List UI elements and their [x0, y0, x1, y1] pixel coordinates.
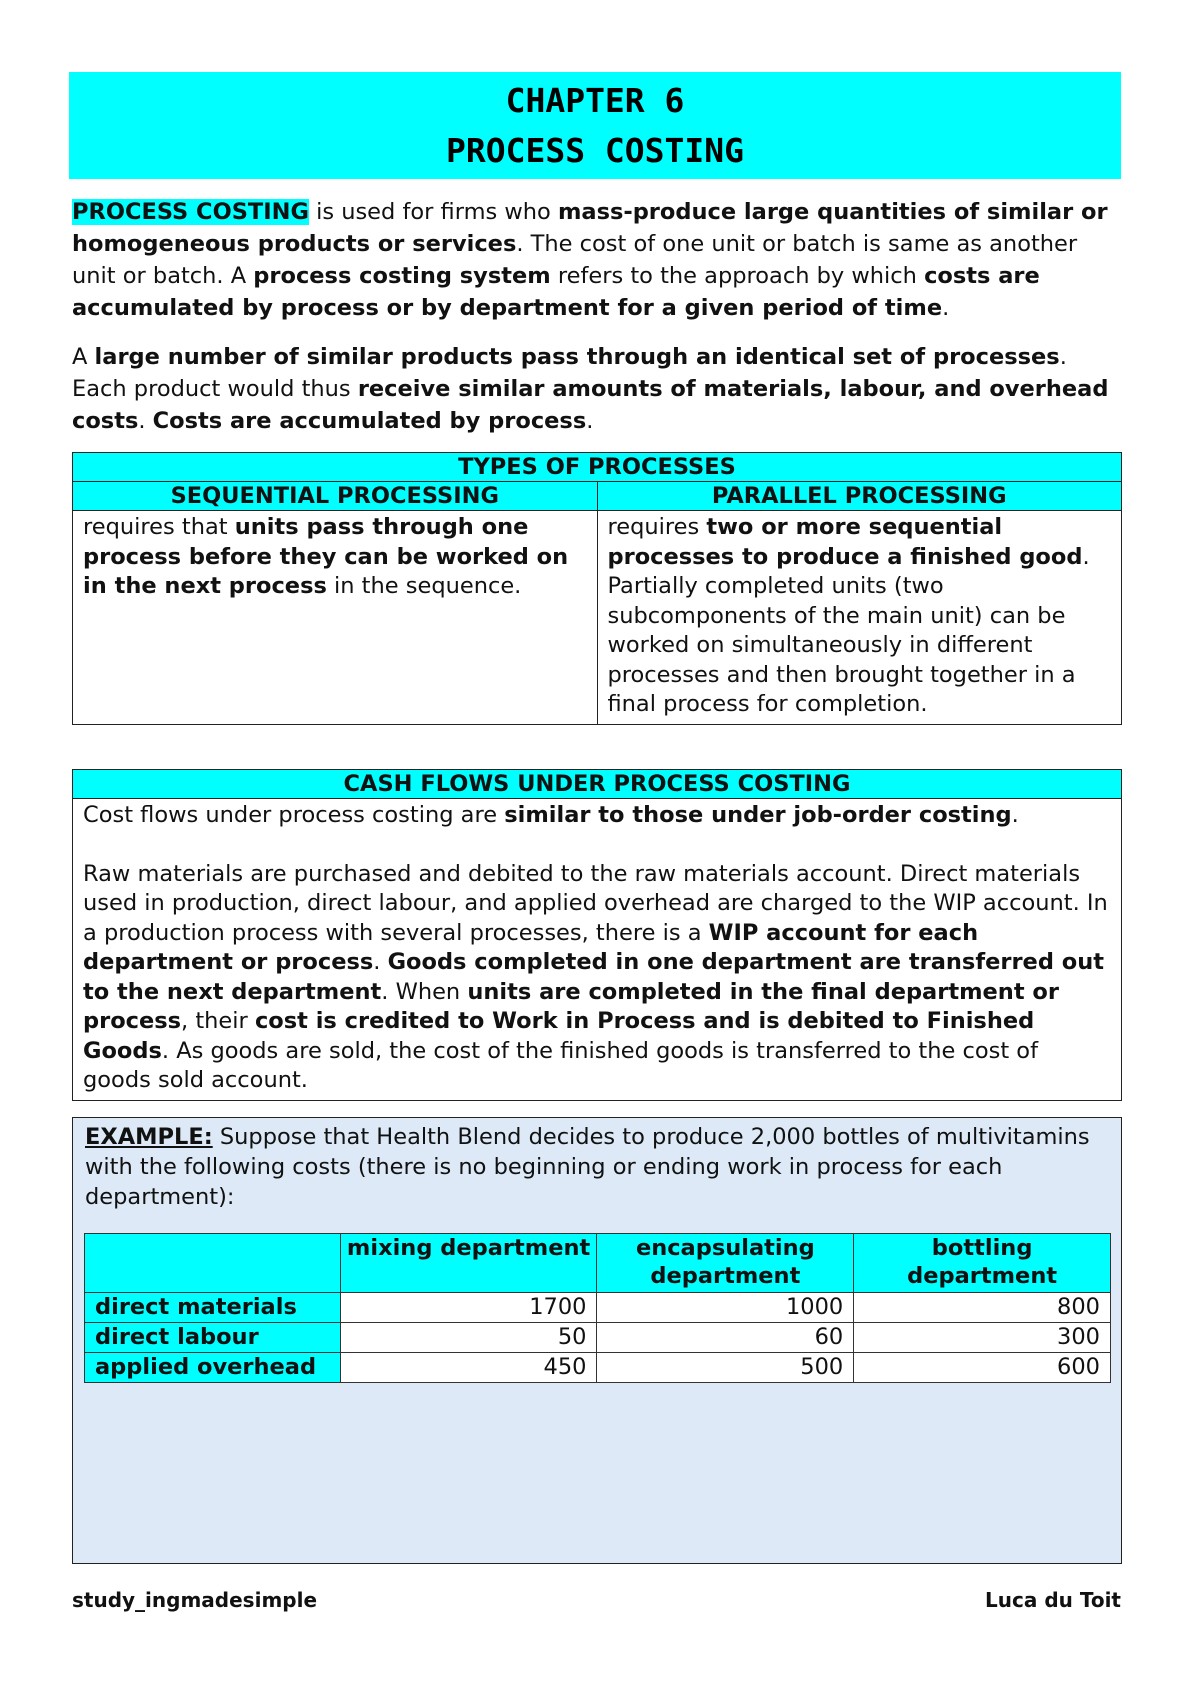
cost-value: 600 [854, 1353, 1111, 1383]
row-label: direct labour [85, 1323, 341, 1353]
parallel-heading: PARALLEL PROCESSING [597, 482, 1122, 511]
cost-table [84, 1233, 1111, 1383]
chapter-title: PROCESS COSTING [445, 131, 744, 170]
chapter-banner [69, 72, 1121, 179]
table-row [85, 1323, 1111, 1353]
example-label: EXAMPLE: [85, 1124, 213, 1150]
sequential-heading: SEQUENTIAL PROCESSING [73, 482, 598, 511]
highlighted-term: PROCESS COSTING [72, 199, 309, 225]
second-paragraph: A large number of similar products pass through an identical set of processes. Each product would thus receive similar amounts of materials, labour, and overhead costs. Costs are accumulated by process. [72, 344, 1109, 434]
cost-value: 1700 [340, 1293, 597, 1323]
cost-value: 1000 [597, 1293, 854, 1323]
chapter-number: CHAPTER 6 [505, 81, 685, 120]
footer-handle: study_ingmadesimple [72, 1588, 318, 1612]
cash-flows-paragraph-1: Cost flows under process costing are similar to those under job-order costing. [83, 802, 1019, 828]
example-box [72, 1117, 1122, 1564]
cash-flows-title: CASH FLOWS UNDER PROCESS COSTING [73, 770, 1122, 799]
example-intro: EXAMPLE: Suppose that Health Blend decides to produce 2,000 bottles of multivitamins with the following costs (there is no beginning or ending work in process for each department): [85, 1124, 1090, 1210]
cash-flows-body [73, 799, 1122, 1101]
cost-value: 450 [340, 1353, 597, 1383]
intro-paragraph: PROCESS COSTING is used for firms who mass-produce large quantities of similar or homogeneous products or services. The cost of one unit or batch is same as another unit or batch. A process costing system refers to the approach by which costs are accumulated by process or by department for a given period of time. [72, 199, 1108, 321]
cost-value: 500 [597, 1353, 854, 1383]
table-row [85, 1353, 1111, 1383]
cost-table-corner [85, 1234, 341, 1293]
cash-flows-paragraph-2: Raw materials are purchased and debited to the raw materials account. Direct materials used in production, direct labour, and applied overhead are charged to the WIP account. In a production process with several processes, there is a WIP account for each department or process. Goods completed in one department are transferred out to the next department. When units are completed in the final department or process, their cost is credited to Work in Process and is debited to Finished Goods. As goods are sold, the cost of the finished goods is transferred to the cost of goods sold account. [83, 860, 1108, 1093]
column-header: encapsulating department [597, 1234, 854, 1293]
row-label: applied overhead [85, 1353, 341, 1383]
cost-value: 800 [854, 1293, 1111, 1323]
table-row [85, 1293, 1111, 1323]
types-of-processes-table [72, 452, 1122, 725]
column-header: bottling department [854, 1234, 1111, 1293]
parallel-description: requires two or more sequential processes to produce a finished good. Partially completed units (two subcomponents of the main unit) can be worked on simultaneously in different processes and then brought together in a final process for completion. [597, 511, 1122, 725]
cost-value: 60 [597, 1323, 854, 1353]
types-table-title: TYPES OF PROCESSES [73, 453, 1122, 482]
row-label: direct materials [85, 1293, 341, 1323]
cost-value: 50 [340, 1323, 597, 1353]
column-header: mixing department [340, 1234, 597, 1293]
cash-flows-table [72, 769, 1122, 1101]
cost-value: 300 [854, 1323, 1111, 1353]
sequential-description: requires that units pass through one process before they can be worked on in the next process in the sequence. [73, 511, 598, 725]
footer-author: Luca du Toit [985, 1588, 1121, 1612]
